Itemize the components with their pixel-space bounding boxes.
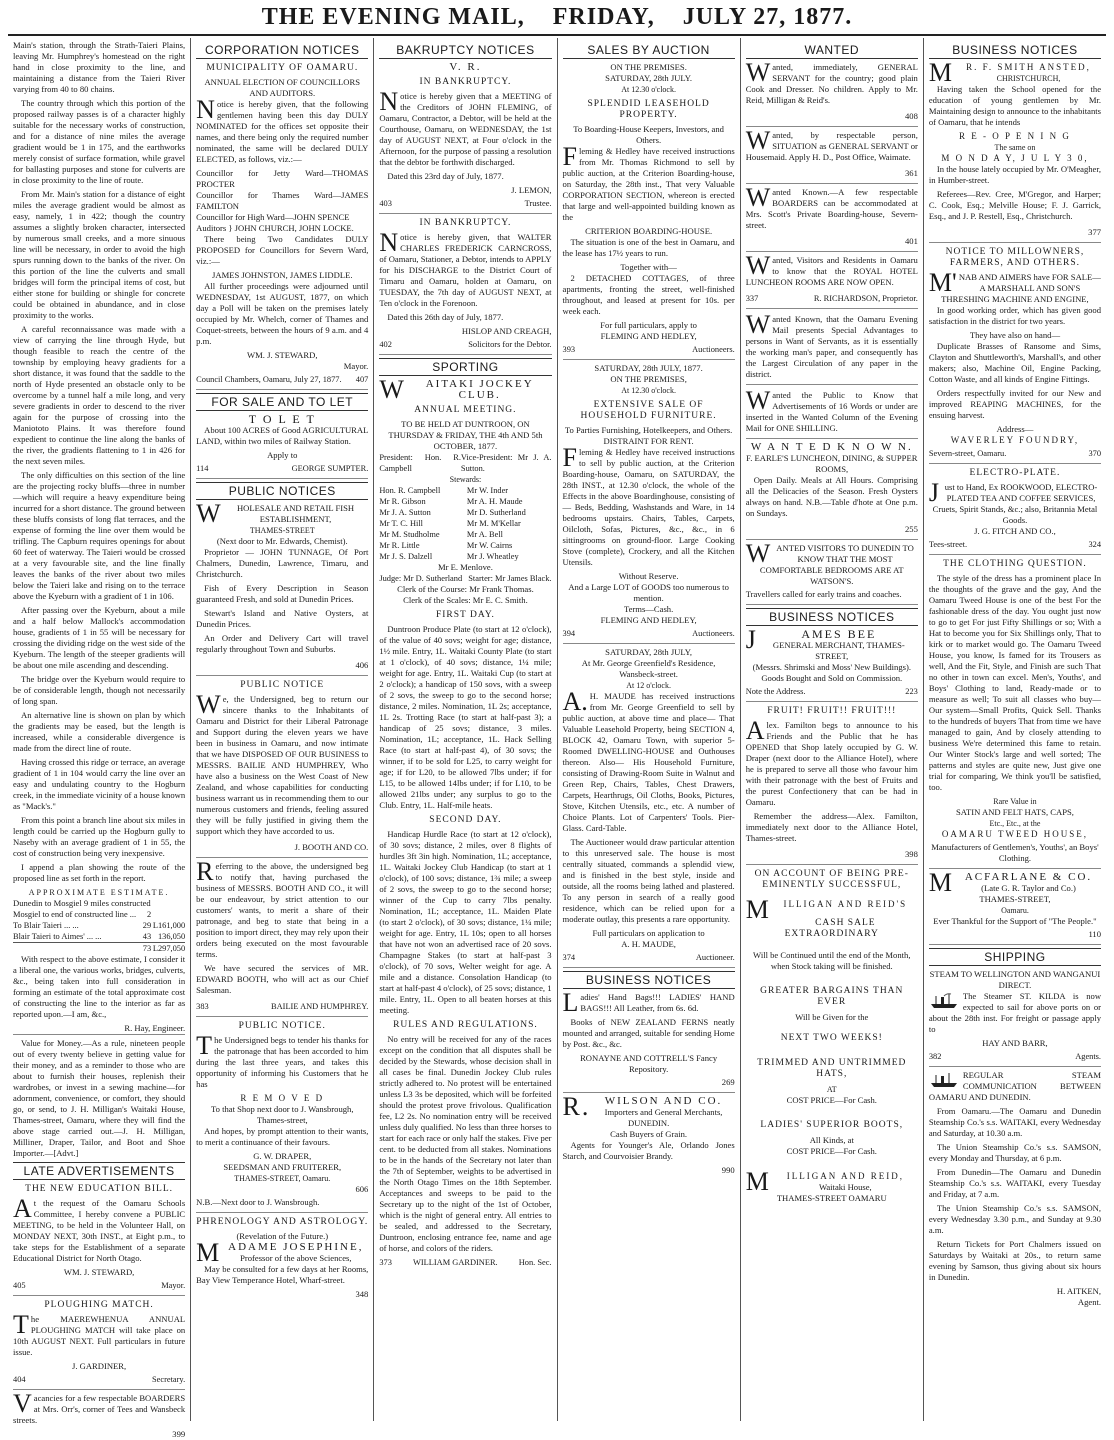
business-notices-heading-2: BUSINESS NOTICES	[746, 608, 918, 626]
to-let-title: T O L E T	[248, 412, 316, 426]
steamship-icon	[929, 1072, 959, 1088]
wanted-ad-number: 361	[746, 166, 918, 184]
steam-schedule: From Dunedin—The Oamaru and Dunedin Steamship Co.'s s.s. WAITAKI, every Tuesday and Friday, at 7 a.m.	[928, 1167, 1102, 1199]
saturday-date-3: SATURDAY, 28th JULY,	[605, 647, 693, 657]
table-row: Mr R. Gibson Mr A. H. Maude	[379, 497, 523, 506]
fruit-title: FRUIT! FRUIT!! FRUIT!!!	[767, 706, 897, 716]
in-bankruptcy-2-title: IN BANKRUPTCY.	[419, 218, 512, 228]
fish-title: WHOLESALE AND RETAIL FISH ESTABLISHMENT,	[196, 499, 355, 528]
draper-address: THAMES-STREET, Oamaru.	[234, 1174, 331, 1183]
wanted-ad-number: 401	[746, 234, 918, 252]
report-paragraph: The bridge over the Kyeburn would require to be of considerable length, though not necessarily of long span.	[13, 674, 186, 706]
judge-starter-row: Judge: Mr D. Sutherland Starter: Mr James Black.	[379, 574, 552, 583]
regular-steam-title: REGULAR STEAM COMMUNICATION BETWEEN OAMARU AND DUNEDIN.	[928, 1070, 1102, 1102]
table-row: Mr J. A. Sutton Mr D. Sutherland	[379, 508, 526, 517]
ansted-text: Having taken the School opened for the education of young gentlemen by Mr. Maintaining design to announce to the inhabitants of Oamaru, that he intends	[928, 84, 1102, 127]
large-lot: And a Large LOT of GOODS too numerous to mention.	[568, 582, 729, 603]
tweed-manufacturers: Manufacturers of Gentlemen's, Youths', an Boys' Clothing.	[929, 840, 1101, 869]
column-1	[8, 38, 191, 1439]
ansted-house: In the house lately occupied by Mr. O'Meagher, in Humber-street.	[928, 164, 1102, 185]
wilson-name: R.WILSON AND CO.	[562, 1092, 723, 1121]
ansted-referees: Referees—Rev. Cree, M'Gregor, and Harper; C. Cook, Esq.; Melville House; F. J. Garrick, Esq., and J. P. Restell, Esq., Christchurch.	[928, 189, 1102, 221]
draper-nb: N.B.—Next door to J. Wansbrough.	[196, 1195, 368, 1213]
removed-title: R E M O V E D	[240, 1093, 325, 1103]
chambers-footer: Council Chambers, Oamaru, July 27, 1877. 407	[196, 372, 368, 390]
terms-cash: Terms—Cash.	[623, 604, 674, 614]
sporting-heading: SPORTING	[379, 358, 551, 376]
column-4	[558, 38, 741, 1421]
fish-cart: An Order and Delivery Cart will travel regularly throughout Town and Suburbs.	[196, 633, 369, 654]
table-row: Mr M. Studholme Mr A. Bell	[379, 530, 503, 539]
election-notice: Notice is hereby given, that the following gentlemen having been this day DULY NOMINATED for the offices set opposite their names, and there being only the required number nominated, the same will be declared DULY ELECTED, as follows, viz.:—	[196, 95, 369, 164]
madame-josephine: MADAME JOSEPHINE,	[196, 1238, 364, 1267]
millowners-title: NOTICE TO MILLOWNERS, FARMERS, AND OTHERS.	[945, 247, 1085, 268]
jockey-club-title: WAITAKI JOCKEY CLUB.	[379, 375, 534, 404]
full-particulars: For full particulars, apply to	[600, 320, 697, 330]
advertorial: Value for Money.—As a rule, nineteen people out of every twenty believe in getting value for their money, and as a reminder to those who are about to furnish their houses, replenish their wardrobes, or invest in a sewing machine—for adornment, convenience, or comfort, they should go, or send, to J. H. Milligan's Waitaki House, Thames-street, Oamaru, where they will find the above stage carried out.—J. H. Milligan, Milliner, Draper, Tailor, and Boot and Shoe Importer.—[Advt.]	[13, 1034, 185, 1159]
sale-time: At 12.30 o'clock.	[621, 85, 676, 94]
greater-bargains: GREATER BARGAINS THAN EVER	[760, 986, 904, 1007]
maude-text: A.H. MAUDE has received instructions from Mr. George Greenfield to sell by public auction, at above time and place— That Valuable Leasehold Property, being SECTION 4, BLOCK 42, Oamaru Town, with superior 5-Roomed DWELLING-HOUSE and Outhouses thereon. Also— His Household Furniture, consisting of Drawing-Room Suite in Walnut and Green Rep, Chairs, Tables, Chest Drawers, Carpets, Hearthrugs, Oil Cloths, Books, Pictures, Stove, Kitchen Utensils, etc., etc. A number of Choice Plants. Lot of Carpenters' Tools. Pier-Glass. Card-Table.	[562, 687, 735, 833]
bailie-notice: Referring to the above, the undersigned beg to notify that, having purchased the business of MESSRS. BOOTH AND CO., it will be our endeavour, by strict attention to our customers' wants, to merit a share of their patronage, and beg to state that being in a position to import direct, they may rely upon their orders being executed on the most favourable terms.	[196, 857, 369, 959]
column-5	[741, 38, 924, 1421]
lemon-signature: J. LEMON,	[511, 185, 552, 195]
bailie-footer: 383 BAILIE AND HUMPHREY.	[196, 999, 368, 1017]
macfarlane-name: MACFARLANE & CO.	[928, 868, 1093, 897]
report-paragraph: I append a plan showing the route of the proposed line as set forth in the report.	[13, 862, 186, 883]
parties-furnishing: To Parties Furnishing, Hotelkeepers, and Others.	[564, 425, 733, 435]
report-paragraph: The country through which this portion of the proposed railway passes is of a character highly suitable for the necessary works of construction, and for a distance of nine miles the average gradient would be 1 in 175, and the earthworks merely consist of surface formation, while gravel for ballasting purposes and stone for culverts are in close proximity to the line of route.	[13, 98, 186, 185]
earle-number: 255	[746, 522, 918, 540]
estimate-closing: With respect to the above estimate, I consider it a liberal one, the various works, bridges, culverts, &c., being taken into full consideration in forming an estimate of the total approximate cost of constructing the line to the interior as far as reported upon.—I am, &c.,	[13, 954, 186, 1019]
draper-trade: SEEDSMAN AND FRUITERER,	[223, 1162, 342, 1172]
table-row: Mosgiel to end of constructed line ... 2	[13, 910, 152, 919]
madame-number: 348	[355, 1289, 369, 1299]
familton-remember: Remember the address—Alex. Familton, immediately next door to the Alliance Hotel, Thames-street.	[745, 811, 918, 843]
leasehold-to: To Boarding-House Keepers, Investors, and Others.	[573, 124, 724, 145]
education-bill-title: THE NEW EDUCATION BILL.	[25, 1184, 174, 1194]
bee-name: JAMES BEE	[745, 625, 877, 654]
fish-oysters: Stewart's Island and Native Oysters, at Dunedin Prices.	[196, 608, 369, 629]
table-row: Mr R. Little Mr W. Cairns	[379, 541, 513, 550]
reopening: R E - O P E N I N G	[958, 131, 1071, 141]
cost-price: COST PRICE—For Cash.	[786, 1095, 877, 1105]
fish-number: 406	[196, 658, 368, 676]
fitch-name: J. G. FITCH AND CO.,	[974, 526, 1056, 536]
table-row: Hon. R. Campbell Mr W. Inder	[379, 486, 509, 495]
poll-text: All further proceedings were adjourned until WEDNESDAY, 1st AUGUST, 1877, on which day a Poll will be taken on the premises lately occupied by Mr. Whelch, corner of Thames and Coquet-streets, between the hours of 9 a.m. and 4 p.m.	[196, 281, 369, 346]
councillor-line: Councillor for High Ward—JOHN SPENCE	[196, 212, 350, 222]
estimate-title: APPROXIMATE ESTIMATE.	[28, 888, 170, 897]
wanted-ad-number: 408	[746, 109, 918, 127]
maude-particulars: Full particulars on application to	[592, 928, 705, 938]
ferns-ad: Books of NEW ZEALAND FERNS neatly mounted and arranged, suitable for sending Home by Post. &c., &c.	[562, 1017, 735, 1049]
maude-signature: A. H. MAUDE,	[621, 939, 676, 949]
st-kilda-text: The Steamer ST. KILDA is now expected to sail for above ports on or about the 28th inst. For freight or passage apply to	[928, 991, 1102, 1034]
earle-hours: Open Daily. Meals at All Hours. Comprising all the Delicacies of the Season. Fresh Oysters always on hand. N.B.—Table d'hote at One p.m. on Sundays.	[745, 475, 918, 518]
return-tickets: Return Tickets for Port Chalmers issued on Saturdays by Waitaki at 20s., to return same evening by Samson, thus giving about six hours in Dunedin.	[928, 1239, 1102, 1282]
fleming-hedley-2-signature: FLEMING AND HEDLEY,	[600, 615, 697, 625]
public-notices-heading: PUBLIC NOTICES	[196, 482, 368, 500]
bee-trade: GENERAL MERCHANT, THAMES-STREET,	[772, 640, 905, 661]
milligan-reid-title: MILLIGAN AND REID'S	[745, 895, 908, 924]
on-the-premises: ON THE PREMISES.	[610, 62, 687, 72]
vr-mark: V. R.	[449, 61, 482, 73]
first-day-races: Duntroon Produce Plate (to start at 12 o'clock), of the value of 40 sovs; weight for age; distance, 1½ mile. Entry, 1L. Waitaki County Plate (to start at 1 o'clock), of 40 sovs; distance, 1¼ mile; weight for age. Entry, 1L. Waitaki Cup (to start at 2 o'clock); a handicap of 150 sovs, with a sweep of 2 sovs, the sweep to go to the second horse; distance, 2 miles. Nomination, 1L 2s; acceptance, 1L 2s. Trotting Race (to start at half-past 3); a handicap of 25 sovs; distance, 3 miles. Nomination, 1L; acceptance, 1L. Hack Selling Race (to start at half-past 4), of 30 sovs; the winner, if to be sold for L25, to carry weight for age; if for L20, to be allowed 7lbs under; if for L15, to be allowed 14lbs under; if for L10, to be allowed 21lbs under; any surplus to go to the Club. Entry, 1L. Half-mile heats.	[379, 624, 552, 810]
next-two-weeks: NEXT TWO WEEKS!	[780, 1033, 883, 1043]
bailie-salesman: We have secured the services of MR. EDWARD BOOTH, who will act as our Chief Salesman.	[196, 963, 369, 995]
wilson-trade: Importers and General Merchants, DUNEDIN.	[604, 1107, 723, 1128]
mnab-orders: Orders respectfully invited for our New and improved REAPING MACHINES, for the ensuing harvest.	[928, 388, 1102, 420]
fleming-hedley-text: Fleming & Hedley have received instructions from Mr. Thomas Richmond to sell by public auction, at the Criterion Boarding-house, on Saturday, the 28th inst., That very Valuable CORPORATION SECTION, whereon is erected that large and well-appointed building known as the	[562, 142, 735, 222]
ploughing-match-footer: 404 Secretary.	[13, 1372, 185, 1390]
bee-agents: (Messrs. Shrimski and Moss' New Buildings).	[752, 662, 911, 672]
for-sale-heading: FOR SALE AND TO LET	[196, 393, 368, 411]
clothing-poem: The style of the dress has a prominent place In the thoughts of the grave and the gay, And the Oamaru Tweed House is one of the best For the fashionable dress of the day. You ought just now to go to get For just Fifty Shillings or so; With a Hat to become you for Six Shillings only, That to kirk or to market would go. The Oamaru Tweed House, you know, Is famed for its Trousers as well, And the Fit, Style, and Finish are such That no other in town can excel. Men's, Youths', and Boys' Clothing to land, Ready-made or to measure as well; To suit all classes who buy— Our system—Small Profits, Quick Sell. Thanks to the hundreds of buyers That from time we have managed to gain, And by closely attending to business We're determined this fame to retain. Our Winter Stock's large and well sorted; The patterns and styles are quite new, Just give one trial for comparing, We think you'll be satisfied, too.	[928, 573, 1102, 792]
rules-title: RULES AND REGULATIONS.	[393, 1020, 538, 1030]
severn-ward-text: There being Two Candidates DULY PROPOSED for Councillors for Severn Ward, viz.:—	[196, 234, 369, 266]
trimmed-hats: TRIMMED AND UNTRIMMED HATS,	[757, 1058, 907, 1079]
wanted-ad: Wanted, Visitors and Residents in Oamaru to know that the ROYAL HOTEL LUNCHEON ROOMS ARE NOW OPEN.	[745, 251, 918, 287]
at-label: AT	[826, 1085, 837, 1094]
continued-text: Will be Continued until the end of the Month, when Stock taking will be finished.	[753, 950, 911, 971]
fish-proprietor: Proprietor — JOHN TUNNAGE, Of Port Chalmers, Dunedin, Lawrence, Timaru, and Christchurch.	[196, 547, 369, 579]
report-paragraph: Having crossed this ridge or terrace, an average gradient of 1 in 104 would carry the line over an easy and undulating country to the Hogburn creek, in the immediate vicinity of a house known as "Mack's."	[13, 757, 186, 811]
fleming-date: Dated this 23rd day of July, 1877.	[387, 171, 504, 181]
sales-by-auction-heading: SALES BY AUCTION	[563, 42, 735, 59]
macfarlane-late: (Late G. R. Taylor and Co.)	[981, 883, 1076, 893]
ploughing-match-title: PLOUGHING MATCH.	[44, 1300, 154, 1310]
carncross-date: Dated this 26th day of July, 1877.	[387, 312, 504, 322]
steward-last: Mr E. Menlove.	[437, 562, 493, 572]
mnab-list: Duplicate Brasses of Ransome and Sims, Clayton and Shuttleworth's, Marshall's, and other makers; also, Machine Oil, Engine Packing, Cotton Waste, and all kinds of Engine Fittings.	[928, 341, 1102, 384]
engineer-signature: R. Hay, Engineer.	[124, 1023, 186, 1033]
ploughing-match-text: The MAEREWHENUA ANNUAL PLOUGHING MATCH will take place on 10th AUGUST NEXT. Full particulars in future issue.	[13, 1310, 186, 1357]
given-for: Will be Given for the	[795, 1012, 869, 1022]
table-row: Mr J. S. Dalzell Mr J. Wheatley	[379, 552, 519, 561]
business-notices-heading-3: BUSINESS NOTICES	[929, 42, 1101, 59]
masthead-date: JULY 27, 1877.	[682, 3, 853, 30]
masthead-day: FRIDAY,	[552, 3, 655, 30]
familton-text: Alex. Familton begs to announce to his Friends and the Public that he has OPENED that Shop lately occupied by G. W. Draper (next door to the Alliance Hotel), where he is prepared to serve all those who favour him with their patronage with the best of Fruits and the purest Confectionery that can be had in Oamaru.	[745, 716, 918, 807]
hislop-signature: HISLOP AND CREAGH,	[461, 326, 552, 336]
all-kinds: All Kinds, at	[809, 1135, 854, 1145]
mnab-also: They have also on hand—	[969, 330, 1061, 340]
draper-notice: The Undersigned begs to tender his thanks for the patronage that has been accorded to him during the last three years, and takes this opportunity of informing his Customers that he has	[196, 1031, 369, 1089]
wanted-ad: Wanted Known, that the Oamaru Evening Mail presents Special Advantages to persons in Want of Servants, as it is essentially the working man's paper, and consequently has the Largest Circulation of any paper in the district.	[746, 312, 918, 385]
report-paragraph: The only difficulties on this section of the line are the projecting rocky bluffs—three in number—which will require a heavy expenditure being incurred for a short distance. The ground between these bluffs consists of long flat terraces, and the expense of forming the line over them would be trifling. The Capburn requires openings for about 60 feet of waterway. The Taieri would be crossed at a very favourable site, and the line finally leaves the banks of the river about two miles below the Taieri lake and rising on to the terrace above the Kyeburn with a gradient of 1 in 106.	[13, 470, 186, 601]
steam-schedule: The Union Steamship Co.'s s.s. SAMSON, every Monday and Thursday, at 6 p.m.	[928, 1142, 1102, 1163]
saturday-date-2: SATURDAY, 28th JULY, 1877.	[594, 363, 703, 373]
education-bill-text: At the request of the Oamaru Schools Committee, I hereby convene a PUBLIC MEETING, to be held in the Volunteer Hall, on MONDAY NEXT, 30th INST., at Eight p.m., to take steps for the Establishment of a separate Educational District for North Otago.	[13, 1194, 186, 1263]
auditors-line: Auditors } JOHN CHURCH, JOHN LOCKE.	[196, 223, 354, 233]
cottages-text: 2 DETACHED COTTAGES, of three apartments, fronting the street, well-finished throughout, and leased at present for 10s. per week each.	[562, 273, 735, 316]
phrenology-title: PHRENOLOGY AND ASTROLOGY.	[196, 1217, 369, 1227]
education-bill-footer: 405 Mayor.	[13, 1278, 185, 1296]
steam-schedule: From Oamaru.—The Oamaru and Dunedin Steamship Co.'s s.s. WAITAKI, every Wednesday and Saturday, at 10.30 a.m.	[928, 1106, 1102, 1138]
report-paragraph: From this point a branch line about six miles in length could be carried up the Hogburn gully to Naseby with an average gradient of 1 in 55, the cost of construction being very inexpensive.	[13, 815, 186, 858]
watsons-ad: WANTED VISITORS TO DUNEDIN TO KNOW THAT THE MOST COMFORTABLE BEDROOMS ARE AT WATSON'S.	[745, 539, 914, 586]
fleming-hedley-signature: FLEMING AND HEDLEY,	[600, 331, 697, 341]
wilson-cash: Cash Buyers of Grain.	[610, 1129, 688, 1139]
gardiner-footer: 373 WILLIAM GARDINER. Hon. Sec.	[379, 1258, 552, 1267]
fish-next-door: (Next door to Mr. Edwards, Chemist).	[216, 536, 348, 546]
aitken-signature: H. AITKEN,	[1056, 1286, 1102, 1296]
table-row: To Blair Taieri ... ... 29 L161,000	[13, 921, 186, 930]
officials-row: President: Hon. R. Campbell Vice-President: Mr J. A. Sutton.	[379, 453, 552, 473]
distraint-title: DISTRAINT FOR RENT.	[603, 436, 694, 446]
clothing-question-title: THE CLOTHING QUESTION.	[943, 559, 1087, 569]
to-let-text: About 100 ACRES of Good AGRICULTURAL LAND, within two miles of Railway Station.	[196, 425, 369, 446]
macfarlane-thanks: Ever Thankful for the Support of "The People."	[933, 916, 1097, 926]
councillor-line: Councillor for Jetty Ward—THOMAS PROCTER	[196, 168, 369, 189]
apply-to: Apply to	[267, 450, 298, 460]
shipping-heading: SHIPPING	[929, 948, 1101, 966]
steam-wellington: STEAM TO WELLINGTON AND WANGANUI DIRECT.	[929, 969, 1101, 990]
ansted-city: CHRISTCHURCH,	[996, 74, 1061, 83]
travellers-note: Travellers called for early trains and coaches.	[746, 587, 918, 605]
richardson-footer: 337 R. RICHARDSON, Proprietor.	[746, 291, 918, 309]
address-label: Address—	[996, 424, 1034, 434]
on-the-premises-2: ON THE PREMISES,	[610, 374, 687, 384]
ladies-boots: LADIES' SUPERIOR BOOTS,	[760, 1120, 904, 1130]
in-bankruptcy-title: IN BANKRUPTCY.	[419, 77, 512, 87]
masthead	[8, 0, 1106, 36]
ansted-name: MR. F. SMITH ANSTED,	[928, 58, 1091, 87]
without-reserve: Without Reserve.	[618, 571, 679, 581]
madame-profession: Professor of the above Sciences,	[240, 1253, 352, 1263]
fleming-hedley-2-text: Fleming & Hedley have received instructions to sell by public auction, at the Criterion Boarding-house, Oamaru, on SATURDAY, the 28th INST., at 12.30 o'clock, the whole of the Effects in the above Boardinghouse, consisting of— Beds, Bedding, Washstands and Ware, in 14 bedrooms upstairs. Chairs, Tables, Carpets, Oilcloth, Sofas, Pictures, &c., &c., in 6 sittingrooms on ground-floor. Large Cooking Stove (complete), Crockery, and all the Kitchen Utensils.	[562, 443, 735, 567]
stewards-table	[379, 485, 551, 562]
foundry-footer: Severn-street, Oamaru. 370	[929, 446, 1101, 464]
earle-rooms: F. EARLE'S LUNCHEON, DINING, & SUPPER ROOMS,	[746, 453, 918, 474]
milligan-reid-signature: MILLIGAN AND REID,	[745, 1167, 904, 1196]
severn-candidates: JAMES JOHNSTON, JAMES LIDDLE.	[212, 270, 353, 280]
councillor-line: Councillor for Thames Ward—JAMES FAMILTON	[196, 190, 369, 211]
report-paragraph: From Mr. Main's station for a distance of eight miles the average gradient would be almost as easy, namely, 1 in 422; though the country assumes a slightly broken character, intersected by numerous small creeks, and a more sinuous line will be necessary, in order to avoid the high spurs running down to the banks of the river. On this portion of the line the culverts and small bridges will form the principal items of cost, but either stone for building or shingle for concrete could be obtained in abundance, and in close proximity to the works.	[13, 189, 186, 320]
phrenology-subtitle: (Revelation of the Future.)	[236, 1231, 329, 1241]
bee-footer: Note the Address. 223	[746, 684, 918, 702]
election-title: ANNUAL ELECTION OF COUNCILLORS AND AUDITORS.	[204, 77, 361, 98]
booth-notice: We, the Undersigned, beg to return our sincere thanks to the Inhabitants of Oamaru and District for their Liberal Patronage and Support during the eleven years we have been in business in Oamaru, and now intimate that we have DISPOSED OF OUR BUSINESS to MESSRS. BAILIE AND HUMPHREY, Who have also a business on the West Coast of New Zealand, and whose capabilities for conducting business warrant us in recommending them to our numerous customers and friends, feeling assured they will be fully justified in giving them the support which they have accorded to us.	[196, 690, 369, 836]
second-day-races: Handicap Hurdle Race (to start at 12 o'clock), of 30 sovs; distance, 2 miles, over 8 flights of hurdles 3ft 3in high. Nomination, 1L; acceptance, 1L. Waitaki Jockey Club Handicap (to start at 1 o'clock), of 100 sovs; distance, 1¾ mile; a sweep of 2 sovs, the sweep to go to the second horse; winner of the Cup to carry 7lbs penalty. Nomination, 1L; acceptance, 1L. Maiden Plate (to start 2 o'clock), of 30 sovs; distance, 1¼ mile; weight for age. Entry, 1L 10s; open to all horses that have not won an advertised race of 20 sovs. Champagne Stakes (to start at half-past 3 o'clock), of 70 sovs, Welter weight for age. A mile and a distance. Consolation Handicap (to start at half-past 4 o'clock), of 25 sovs; distance, 1 mile. Entry, 1L. Open to all beaten horses at this meeting.	[379, 829, 552, 1015]
maude-text-2: The Auctioneer would draw particular attention to this unreserved sale. The house is most centrally situated, commands a splendid view, and is finished in the best style, inside and outside, all the rooms being lathed and plastered. To any person in search of a really good residence, which can be relied upon for a moderate outlay, this presents a rare opportunity.	[562, 837, 735, 924]
ansted-number: 377	[929, 225, 1101, 243]
leasehold-title: SPLENDID LEASEHOLD PROPERTY.	[587, 99, 710, 120]
fitch-footer: Tees-street. 324	[929, 537, 1101, 555]
mayor-role: Mayor.	[343, 361, 369, 371]
fleming-notice: Notice is hereby given that a MEETING of the Creditors of JOHN FLEMING, of Oamaru, Contractor, a Debtor, will be held at the Courthouse, Oamaru, on WEDNESDAY, the 1st day of AUGUST NEXT, at Four o'clock in the Afternoon, for the purpose of passing a resolution that the debtor be forthwith discharged.	[379, 87, 552, 167]
wanted-ad: Wanted the Public to Know that Advertisements of 16 Words or under are inserted in the Wanted Column of the Evening Mail for ONE SHILLING.	[746, 388, 918, 439]
steam-schedule: The Union Steamship Co.'s s.s. SAMSON, every Wednesday 3.30 p.m., and Sunday at 9.30 a.m.	[928, 1203, 1102, 1235]
fish-text: Fish of Every Description in Season guaranteed Fresh, and sold at Dunedin Prices.	[196, 583, 369, 604]
sale-time-3: At 12 o'clock.	[626, 681, 671, 690]
removed-hope: And hopes, by prompt attention to their wants, to merit a continuance of their favours.	[196, 1126, 369, 1147]
aitken-role: Agent.	[1077, 1297, 1102, 1307]
cost-price-2: COST PRICE—For Cash.	[786, 1146, 877, 1156]
ronayne-name: RONAYNE AND COTTRELL'S Fancy Repository.	[580, 1053, 718, 1074]
familton-number: 398	[746, 847, 918, 865]
rules-text: No entry will be received for any of the races except on the condition that all disputes shall be decided by the Stewards, whose decision shall in all cases be final. Dunedin Jockey Club rules strictly adhered to. No protest will be entertained unless L3 3s be deposited, which will be forfeited should the protest prove frivolous. Qualification fee, L2 2s. No nomination entry will be received unless duly qualified. No less than three horses to start for each race or only half the stakes. Five per cent. to be deducted from all stakes. Nominations to be in the hands of the Secretary not later than the 7th of September, weights to be advertised in the North Otago Times on the 18th September. Acceptances and sweeps to be paid to the Secretary up to the night of the 1st of October, which is the night of general entry. All entries to be sealed, and addressed to the Secretary, Duntroon, enclosing entrance fee, name and age of horse, and colors of the riders.	[379, 1034, 552, 1253]
second-day-title: SECOND DAY.	[429, 815, 502, 825]
rookwood-ad: Just to Hand, Ex ROOKWOOD, ELECTRO-PLATED TEA AND COFFEE SERVICES,	[928, 478, 1098, 507]
public-notice-2-title: PUBLIC NOTICE.	[238, 1021, 326, 1031]
ronayne-number: 269	[563, 1075, 735, 1093]
macfarlane-street: THAMES-STREET,	[979, 894, 1051, 904]
st-kilda-ad	[929, 991, 1101, 1035]
hand-bags-ad: Ladies' Hand Bags!!! LADIES' HAND BAGS!!! All Leather, from 6s. 6d.	[562, 988, 735, 1017]
draper-name: G. W. DRAPER,	[253, 1151, 312, 1161]
newspaper-columns	[8, 38, 1106, 1439]
sale-time-2: At 12.30 o'clock.	[621, 386, 676, 395]
hislop-footer: 402 Solicitors for the Debtor.	[379, 337, 551, 355]
saturday-date: SATURDAY, 28th JULY.	[605, 73, 693, 83]
bee-goods: Goods Bought and Sold on Commission.	[761, 673, 903, 683]
same-on: The same on	[994, 143, 1036, 152]
oamaru-tweed-house: OAMARU TWEED HOUSE,	[941, 829, 1088, 839]
pre-eminently: ON ACCOUNT OF BEING PRE-EMINENTLY SUCCESSFUL,	[754, 869, 909, 890]
monday-date: M O N D A Y, J U L Y 3 0,	[941, 153, 1089, 163]
estimate-table	[13, 909, 185, 954]
wanted-ad: Wanted, immediately, GENERAL SERVANT for the country; good plain Cook and Dresser. No children. Apply to Mr. Reid, Milligan & Reid's.	[745, 58, 918, 105]
waverley-foundry: WAVERLEY FOUNDRY,	[950, 435, 1080, 445]
report-paragraph: Main's station, through the Strath-Taieri Plains, leaving Mr. Humphrey's homestead on the right hand in close proximity to the line, and maintaining a distance from the Taieri River varying from 40 to 80 chains.	[13, 40, 186, 94]
thames-street: THAMES-STREET OAMARU	[776, 1193, 887, 1203]
booth-signature: J. BOOTH AND CO.	[196, 840, 368, 858]
cruets: Cruets, Spirit Stands, &c.; also, Britannia Metal Goods.	[932, 504, 1098, 525]
mnab-aimers: M'NAB AND AIMERS have FOR SALE—	[928, 268, 1101, 297]
criterion-text: The situation is one of the best in Oamaru, and the lease has 17½ years to run.	[562, 237, 735, 258]
fleming-hedley-2-footer: 394 Auctioneers.	[563, 626, 735, 644]
column-3	[374, 38, 557, 1421]
waitaki-house: Waitaki House,	[818, 1182, 872, 1192]
hay-barr: HAY AND BARR,	[982, 1038, 1048, 1048]
satin-hats: SATIN AND FELT HATS, CAPS,	[955, 807, 1074, 817]
greenfield-residence: At Mr. George Greenfield's Residence, Wansbeck-street.	[581, 658, 716, 679]
business-notices-heading: BUSINESS NOTICES	[563, 971, 735, 989]
wanted-ad: Wanted, by respectable person, SITUATION as GENERAL SERVANT or Housemaid. Apply H. D., Post Office, Waimate.	[745, 126, 918, 162]
public-notice-title: PUBLIC NOTICE	[240, 680, 325, 690]
report-paragraph: A careful reconnaissance was made with a view of carrying the line through Hyde, but though feasible to reach the centre of the township by employing heavy gradients for a short distance, it was found that the saddle to the north of Hyde presented an obstacle only to be overcome by a tunnel half a mile long, and very severe gradients in order to descend to the river again for the purpose of crossing into the Maniototo Plains. It was therefore found expedient to continue the line along the banks of the river, the gradients flattening to 1 in 426 for the next seven miles.	[13, 324, 186, 466]
report-paragraph: After passing over the Kyeburn, about a mile and a half below Mallock's accommodation house, gradients of 1 in 55 will be necessary for crossing the dividing ridge on the west side of the Kyeburn. The length of the steeper gradients will be about one mile ascending and descending.	[13, 605, 186, 670]
rare-value: Rare Value in	[993, 797, 1037, 806]
clerk-course: Clerk of the Course: Mr Frank Thomas.	[397, 584, 534, 594]
stewards-title: Stewards:	[449, 475, 482, 484]
electro-plate-title: ELECTRO-PLATE.	[969, 468, 1061, 478]
criterion-title: CRITERION BOARDING-HOUSE.	[585, 226, 713, 236]
hay-barr-footer: 382 Agents.	[929, 1049, 1101, 1067]
steamship-icon	[929, 993, 959, 1009]
meeting-held: TO BE HELD AT DUNTROON, ON THURSDAY & FRIDAY, THE 4th AND 5th OCTOBER, 1877.	[388, 419, 543, 451]
threshing-machine: A MARSHALL AND SON'S THRESHING MACHINE AND ENGINE,	[941, 283, 1089, 304]
vacancies-number: 399	[172, 1429, 186, 1439]
vacancies-ad: Vacancies for a few respectable BOARDERS at Mrs. Orr's, corner of Tees and Wansbeck streets.	[13, 1389, 186, 1425]
late-advertisements-heading: LATE ADVERTISEMENTS	[13, 1162, 185, 1180]
draper-number: 606	[355, 1184, 369, 1194]
regular-steam-ad	[929, 1070, 1101, 1103]
mayor-signature: WM. J. STEWARD,	[247, 350, 318, 360]
macfarlane-town: Oamaru.	[1001, 906, 1029, 915]
lemon-footer: 403 Trustee.	[379, 196, 551, 214]
masthead-title: THE EVENING MAIL,	[261, 3, 525, 30]
education-bill-signature: WM. J. STEWARD,	[63, 1267, 135, 1277]
madame-text: May be consulted for a few days at her Rooms, Bay View Temperance Hotel, Wharf-street.	[196, 1264, 369, 1285]
mnab-text: In good working order, which has given good satisfaction in the district for two years.	[928, 305, 1102, 326]
wilson-agents: Agents for Younger's Ale, Orlando Jones Starch, and Courvoisier Brandy.	[562, 1140, 735, 1161]
bankruptcy-notices-heading: BAKRUPTCY NOTICES	[379, 42, 551, 59]
macfarlane-number: 110	[929, 927, 1101, 945]
corporation-notices-heading: CORPORATION NOTICES	[196, 42, 368, 59]
wilson-number: 990	[721, 1165, 735, 1175]
cash-sale-title: CASH SALE EXTRAORDINARY	[784, 918, 879, 939]
clerk-scales: Clerk of the Scales: Mr E. C. Smith.	[403, 595, 528, 605]
to-let-footer: 114 GEORGE SUMPTER.	[196, 461, 368, 479]
fleming-hedley-footer: 393 Auctioneers.	[563, 342, 735, 360]
table-row: 73 L297,050	[13, 943, 185, 955]
column-2	[191, 38, 374, 1421]
table-row: Blair Taieri to Aimes' ... ... 43 136,050	[13, 932, 186, 941]
etc-at-the: Etc., Etc., at the	[989, 819, 1041, 828]
estimate-intro: Dunedin to Mosgiel 9 miles constructed	[13, 898, 151, 908]
first-day-title: FIRST DAY.	[435, 610, 495, 620]
wanted-ad: Wanted Known.—A few respectable BOARDERS can be accommodated at Mrs. Scott's Private Boarding-house, Severn-street.	[745, 183, 918, 230]
wanted-known-title: W A N T E D K N O W N.	[750, 441, 913, 453]
column-6	[924, 38, 1106, 1421]
maude-footer: 374 Auctioneer.	[563, 950, 735, 968]
extensive-sale-title: EXTENSIVE SALE OF HOUSEHOLD FURNITURE.	[580, 400, 717, 421]
table-row: Mr T. C. Hill Mr M. M'Kellar	[379, 519, 521, 528]
ploughing-match-signature: J. GARDINER,	[71, 1361, 127, 1371]
wanted-heading: WANTED	[746, 42, 918, 59]
together-with: Together with—	[620, 262, 677, 272]
removed-to: To that Shop next door to J. Wansbrough, Thames-street,	[211, 1104, 354, 1125]
report-paragraph: An alternative line is shown on plan by which the gradients may be eased, but the length is increased, while a considerable divergence is made from the direct line of route.	[13, 710, 186, 753]
municipality-title: MUNICIPALITY OF OAMARU.	[206, 63, 359, 73]
annual-meeting: ANNUAL MEETING.	[414, 405, 517, 415]
carncross-notice: Notice is hereby given, that WALTER CHARLES FREDERICK CARNCROSS, of Oamaru, Stationer, a Debtor, intends to APPLY for his DISCHARGE to the District Court of Timaru and Oamaru, holden at Oamaru, on TUESDAY, the 7th day of AUGUST NEXT, at Ten o'clock in the Forenoon.	[379, 228, 552, 308]
fish-street: THAMES-STREET	[249, 526, 315, 535]
